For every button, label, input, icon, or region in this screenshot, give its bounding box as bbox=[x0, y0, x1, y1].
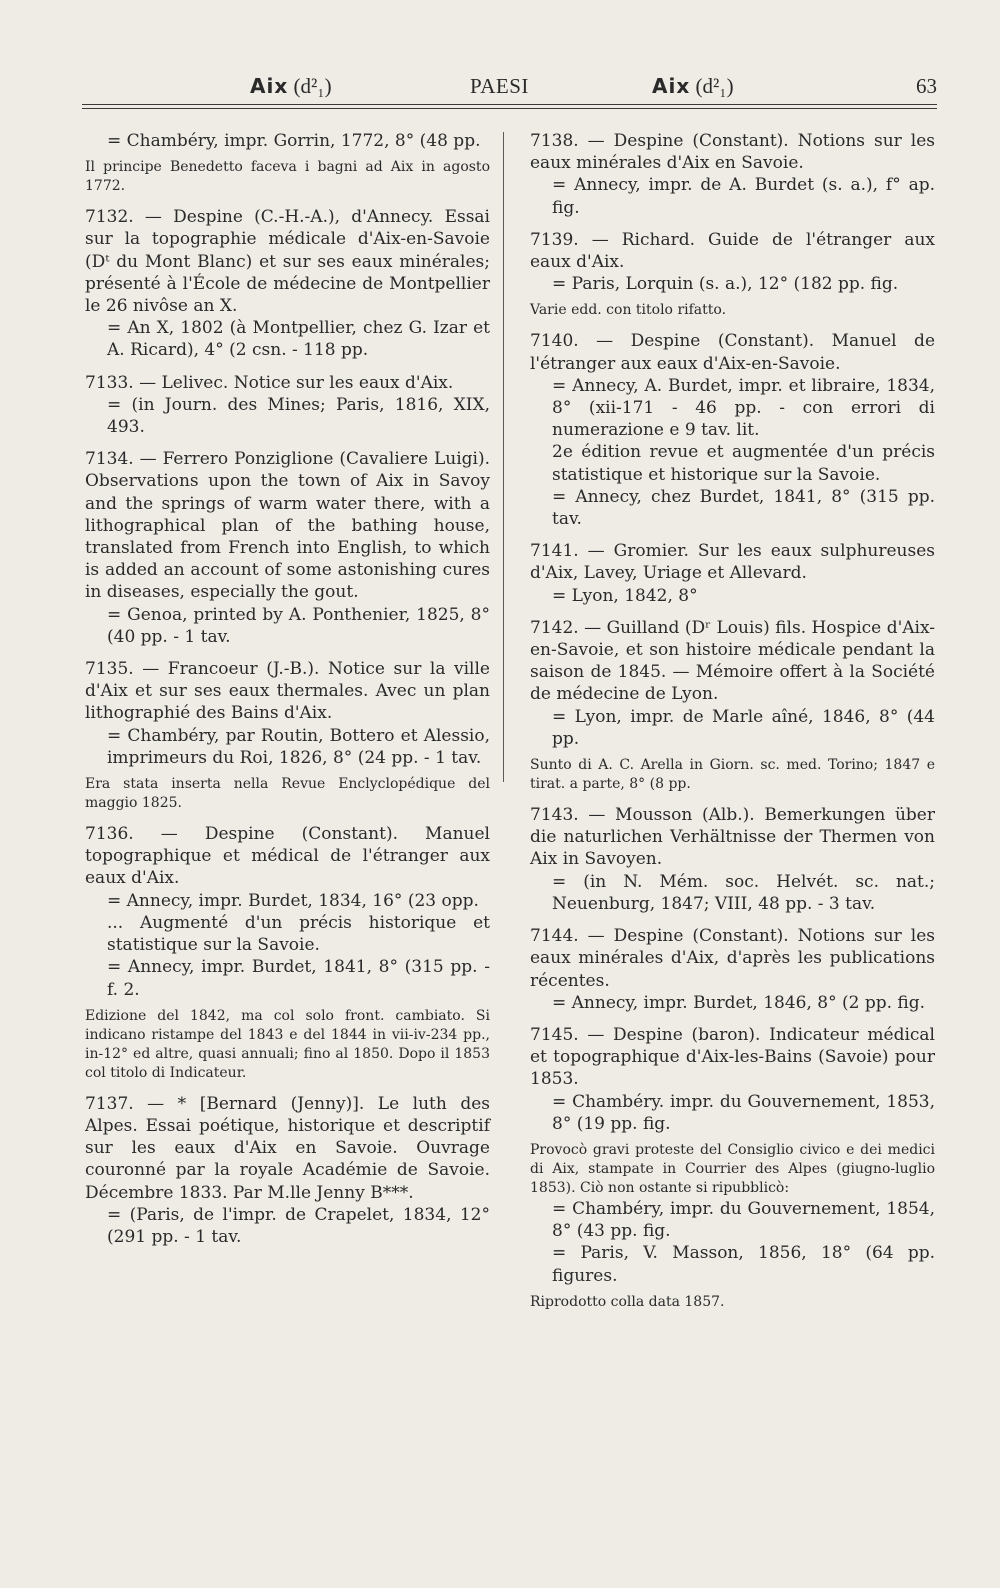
entry-publication: = Annecy, impr. Burdet, 1834, 16° (23 opp. bbox=[107, 890, 479, 911]
bibliography-entry: 7143. — Mousson (Alb.). Bemerkungen über die naturlichen Verhältnisse der Thermen von Aix in Savoyen. bbox=[530, 805, 935, 870]
entry-publication: = Annecy, chez Burdet, 1841, 8° (315 pp. tav. bbox=[552, 486, 935, 530]
bibliography-entry: 7139. — Richard. Guide de l'étranger aux eaux d'Aix. bbox=[530, 229, 935, 273]
bibliography-entry: 7137. — * [Bernard (Jenny)]. Le luth des Alpes. Essai poétique, historique et descriptif sur les eaux d'Aix en Savoie. Ouvrage couronné par la royale Académie de Savoie. Décembre 1833. Par M.lle Jenny B***. bbox=[85, 1093, 490, 1203]
bibliography-entry: 7134. — Ferrero Ponziglione (Cavaliere Luigi). Observations upon the town of Aix in Savoy and the springs of warm water there, with a lithographical plan of the bathing house, translated from French into English, to which is added an account of some astonishing cures in diseases, especially the gout. bbox=[85, 449, 490, 603]
entry-publication: = Annecy, A. Burdet, impr. et libraire, 1834, 8° (xii-171 - 46 pp. - con errori di numerazione e 9 tav. lit. bbox=[552, 375, 935, 441]
column-divider bbox=[503, 132, 504, 782]
entry-publication: = Paris, Lorquin (s. a.), 12° (182 pp. fig. bbox=[552, 274, 899, 295]
entry-note: Era stata inserta nella Revue Enclyclopédique del maggio 1825. bbox=[85, 776, 490, 812]
bibliography-entry: 7133. — Lelivec. Notice sur les eaux d'Aix. bbox=[85, 372, 454, 393]
entry-publication: = Genoa, printed by A. Ponthenier, 1825, 8° (40 pp. - 1 tav. bbox=[107, 604, 490, 647]
entry-publication: = (in N. Mém. soc. Helvét. sc. nat.; Neuenburg, 1847; VIII, 48 pp. - 3 tav. bbox=[552, 871, 935, 914]
bibliography-entry: 7142. — Guilland (Dʳ Louis) fils. Hospice d'Aix-en-Savoie, et son histoire médicale pendant la saison de 1845. — Mémoire offert à la Société de médecine de Lyon. bbox=[530, 617, 935, 705]
bibliography-entry: 7141. — Gromier. Sur les eaux sulphureuses d'Aix, Lavey, Uriage et Allevard. bbox=[530, 541, 935, 584]
entry-publication: = Annecy, impr. Burdet, 1846, 8° (2 pp. fig. bbox=[552, 992, 926, 1013]
header-right-suffix: (d²₁) bbox=[695, 74, 734, 98]
entry-publication: = Annecy, impr. Burdet, 1841, 8° (315 pp. - f. 2. bbox=[107, 957, 490, 1000]
header-right bbox=[652, 72, 734, 100]
entry-publication: 2e édition revue et augmentée d'un précis statistique et historique sur la Savoie. bbox=[552, 442, 935, 485]
entry-publication: = Lyon, impr. de Marle aîné, 1846, 8° (44 pp. bbox=[552, 706, 935, 749]
entry-note: Provocò gravi proteste del Consiglio civico e dei medici di Aix, stampate in Courrier des Alpes (giugno-luglio 1853). Ciò non ostante si ripubblicò: bbox=[530, 1141, 935, 1196]
entry-publication: = (Paris, de l'impr. de Crapelet, 1834, 12° (291 pp. - 1 tav. bbox=[107, 1204, 490, 1247]
header-rule-bottom bbox=[82, 108, 937, 109]
entry-publication: = An X, 1802 (à Montpellier, chez G. Izar et A. Ricard), 4° (2 csn. - 118 pp. bbox=[107, 318, 490, 361]
header-right-title: Aix bbox=[652, 74, 691, 98]
entry-note: Riprodotto colla data 1857. bbox=[530, 1293, 725, 1310]
entry-note: Sunto di A. C. Arella in Giorn. sc. med. Torino; 1847 e tirat. a parte, 8° (8 pp. bbox=[530, 757, 935, 793]
page-number: 63 bbox=[916, 74, 937, 98]
bibliography-entry: 7145. — Despine (baron). Indicateur médical et topographique d'Aix-les-Bains (Savoie) pour 1853. bbox=[530, 1024, 935, 1090]
entry-note: Il principe Benedetto faceva i bagni ad Aix in agosto 1772. bbox=[85, 159, 490, 195]
entry-publication: = Annecy, impr. de A. Burdet (s. a.), f° ap. fig. bbox=[552, 175, 935, 218]
entry-publication: = Chambéry. impr. du Gouvernement, 1853, 8° (19 pp. fig. bbox=[552, 1091, 935, 1134]
right-column bbox=[530, 130, 935, 1312]
entry-publication: = Chambéry, impr. du Gouvernement, 1854, 8° (43 pp. fig. bbox=[552, 1198, 935, 1242]
entry-publication: = (in Journ. des Mines; Paris, 1816, XIX, 493. bbox=[107, 394, 490, 438]
bibliography-entry: 7136. — Despine (Constant). Manuel topographique et médical de l'étranger aux eaux d'Aix. bbox=[85, 824, 490, 889]
entry-publication: = Chambéry, par Routin, Bottero et Alessio, imprimeurs du Roi, 1826, 8° (24 pp. - 1 tav. bbox=[107, 725, 490, 768]
bibliography-entry: 7144. — Despine (Constant). Notions sur les eaux minérales d'Aix, d'après les publications récentes. bbox=[530, 926, 935, 991]
entry-note: Varie edd. con titolo rifatto. bbox=[530, 302, 727, 319]
bibliography-entry: 7135. — Francoeur (J.-B.). Notice sur la ville d'Aix et sur ses eaux thermales. Avec un plan lithographié des Bains d'Aix. bbox=[85, 659, 490, 724]
entry-publication: = Chambéry, impr. Gorrin, 1772, 8° (48 pp. bbox=[107, 131, 481, 151]
bibliography-entry: 7132. — Despine (C.-H.-A.), d'Annecy. Essai sur la topographie médicale d'Aix-en-Savoie (Dᵗ du Mont Blanc) et sur ses eaux minérales; présenté à l'École de médecine de Montpellier le 26 nivôse an X. bbox=[85, 207, 490, 317]
bibliography-entry: 7138. — Despine (Constant). Notions sur les eaux minérales d'Aix en Savoie. bbox=[530, 131, 935, 174]
header-left-suffix: (d²₁) bbox=[293, 74, 332, 98]
header-left bbox=[250, 72, 332, 100]
entry-publication: = Paris, V. Masson, 1856, 18° (64 pp. figures. bbox=[552, 1243, 935, 1286]
entry-publication: ... Augmenté d'un précis historique et statistique sur la Savoie. bbox=[107, 912, 490, 956]
entry-publication: = Lyon, 1842, 8° bbox=[552, 585, 698, 606]
bibliography-entry: 7140. — Despine (Constant). Manuel de l'étranger aux eaux d'Aix-en-Savoie. bbox=[530, 331, 935, 374]
entry-note: Edizione del 1842, ma col solo front. cambiato. Si indicano ristampe del 1843 e del 1844 in vii-iv-234 pp., in-12° ed altre, quasi annuali; fino al 1850. Dopo il 1853 col titolo di Indicateur. bbox=[85, 1007, 490, 1081]
header-center: PAESI bbox=[470, 74, 529, 98]
header-left-title: Aix bbox=[250, 74, 289, 98]
left-column bbox=[85, 130, 490, 1248]
running-header bbox=[82, 72, 937, 100]
header-rule-top bbox=[82, 104, 937, 105]
